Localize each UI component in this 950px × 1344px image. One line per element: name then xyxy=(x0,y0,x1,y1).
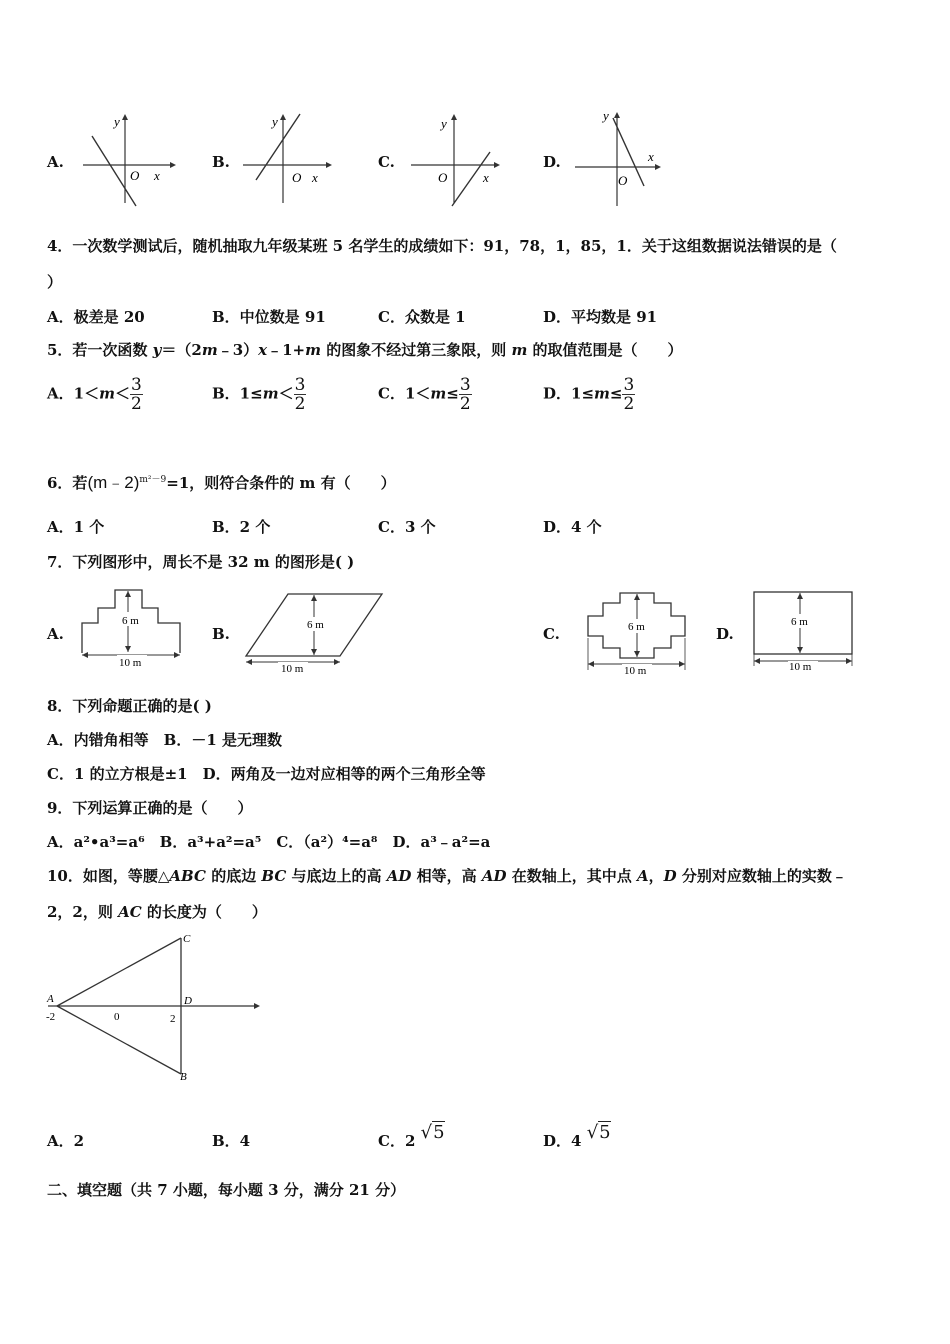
q5-option-b: B．1≤m＜ $\frac{3}{2}$ xyxy=(212,375,306,414)
q7-c-height: 6 m xyxy=(628,621,645,633)
q9-options: A．a²•a³=a⁶ B．a³+a²=a⁵ C．（a²）⁴=a⁸ D．a³﹣a²=a xyxy=(47,833,491,851)
q4-option-d: D．平均数是 91 xyxy=(543,308,658,326)
fraction: $\frac{3}{2}$ xyxy=(130,375,142,414)
q3-axis-x: x xyxy=(312,170,318,185)
q10-stem-line1: 10．如图，等腰△ABC 的底边 BC 与底边上的高 AD 相等，高 AD 在数轴上，其中点 A，D 分别对应数轴上的实数﹣ xyxy=(47,867,847,885)
q4-option-b: B．中位数是 91 xyxy=(212,308,326,326)
q7-b-width: 10 m xyxy=(281,663,304,674)
q7-figure-c xyxy=(583,588,693,676)
q3-option-d-label: D. xyxy=(543,153,561,171)
q7-a-width: 10 m xyxy=(119,657,142,669)
q3-axis-origin: O xyxy=(438,170,448,185)
q7-a-height: 6 m xyxy=(122,615,139,627)
point-c-label: C xyxy=(183,933,191,945)
q9-stem: 9．下列运算正确的是（ ） xyxy=(47,799,253,817)
q8-stem: 8．下列命题正确的是( ) xyxy=(47,697,212,715)
tick-2: 2 xyxy=(170,1013,176,1025)
q10-option-a: A．2 xyxy=(47,1132,85,1150)
q10-option-c: C．2 √5 xyxy=(378,1122,445,1150)
q7-b-height: 6 m xyxy=(307,619,324,631)
q7-option-c-label: C. xyxy=(543,625,560,643)
q5-option-a: A．1＜m＜ $\frac{3}{2}$ xyxy=(47,375,142,414)
q7-c-width: 10 m xyxy=(624,665,647,676)
q3-axis-y: y xyxy=(114,114,120,129)
q6-stem: 6．若(m﹣2)$^{m^2-9}$=1，则符合条件的 m 有（ ） xyxy=(47,473,396,492)
q7-stem: 7．下列图形中，周长不是 32 m 的图形是( ) xyxy=(47,553,355,571)
q10-figure xyxy=(40,928,270,1086)
fraction: $\frac{3}{2}$ xyxy=(623,375,635,414)
q6-option-a: A．1 个 xyxy=(47,518,105,536)
q3-axis-origin: O xyxy=(130,168,140,183)
section-2-title: 二、填空题（共 7 小题，每小题 3 分，满分 21 分） xyxy=(47,1181,406,1199)
q3-option-b-label: B. xyxy=(212,153,230,171)
q4-option-c: C．众数是 1 xyxy=(378,308,466,326)
q7-figure-d xyxy=(748,586,858,672)
q8-line1: A．内错角相等 B．－1 是无理数 xyxy=(47,731,282,749)
q3-option-a-label: A. xyxy=(47,153,64,171)
tick-neg2: -2 xyxy=(46,1011,56,1023)
q3-axis-x: x xyxy=(648,149,654,164)
q7-figure-b xyxy=(238,588,388,674)
q4-stem-line2: ） xyxy=(47,273,63,291)
q5-stem: 5．若一次函数 y＝（2m﹣3）x﹣1+m 的图象不经过第三象限，则 m 的取值范围是（ ） xyxy=(47,341,683,359)
q4-stem-line1: 4．一次数学测试后，随机抽取九年级某班 5 名学生的成绩如下：91，78，1，85，1．关于这组数据说法错误的是（ xyxy=(47,237,837,255)
q7-d-width: 10 m xyxy=(789,661,812,672)
q3-axis-y: y xyxy=(603,108,609,123)
q3-graph-b xyxy=(238,108,338,208)
q8-line2: C．1 的立方根是±1 D．两角及一边对应相等的两个三角形全等 xyxy=(47,765,486,783)
q3-axis-x: x xyxy=(483,170,489,185)
q3-graph-c xyxy=(406,108,506,208)
q6-option-d: D．4 个 xyxy=(543,518,602,536)
q10-stem-line2: 2，2，则 AC 的长度为（ ） xyxy=(47,903,267,921)
q7-option-b-label: B. xyxy=(212,625,230,643)
q6-option-b: B．2 个 xyxy=(212,518,271,536)
q3-axis-x: x xyxy=(154,168,160,183)
point-a-label: A xyxy=(47,993,54,1005)
q3-axis-y: y xyxy=(272,114,278,129)
q3-axis-origin: O xyxy=(618,173,628,188)
q4-option-a: A．极差是 20 xyxy=(47,308,145,326)
tick-0: 0 xyxy=(114,1011,120,1023)
q3-axis-origin: O xyxy=(292,170,302,185)
q3-option-c-label: C. xyxy=(378,153,395,171)
q3-axis-y: y xyxy=(441,116,447,131)
q3-graph-d xyxy=(570,104,670,209)
q7-option-a-label: A. xyxy=(47,625,64,643)
point-d-label: D xyxy=(184,995,192,1007)
segment-ac xyxy=(57,938,181,1006)
q6-exponent: m²－9 xyxy=(139,475,167,485)
q10-option-d: D．4 √5 xyxy=(543,1122,611,1150)
q3-graph-a xyxy=(78,108,178,208)
point-b-label: B xyxy=(180,1071,187,1083)
q7-option-d-label: D. xyxy=(716,625,734,643)
q7-figure-a xyxy=(76,585,188,677)
q10-option-b: B．4 xyxy=(212,1132,251,1150)
fraction: $\frac{3}{2}$ xyxy=(294,375,306,414)
q7-d-height: 6 m xyxy=(791,616,808,628)
q6-option-c: C．3 个 xyxy=(378,518,436,536)
q6-base: (m﹣2) xyxy=(87,473,140,492)
q5-option-c: C．1＜m≤ $\frac{3}{2}$ xyxy=(378,375,471,414)
fraction: $\frac{3}{2}$ xyxy=(459,375,471,414)
q5-option-d: D．1≤m≤ $\frac{3}{2}$ xyxy=(543,375,635,414)
